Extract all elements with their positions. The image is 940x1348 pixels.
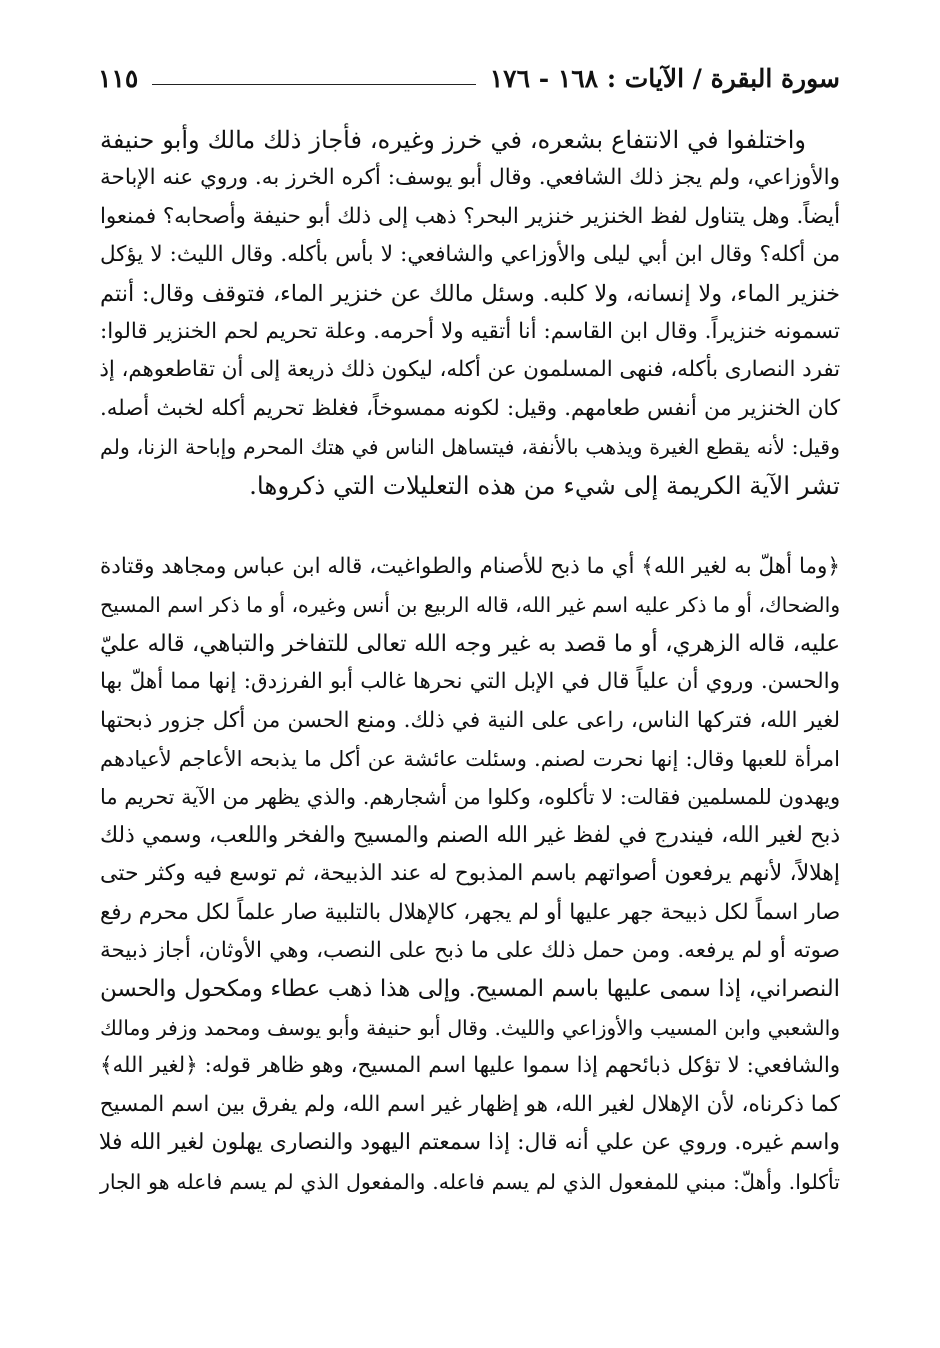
text-line: كان الخنزير من أنفس طعامهم. وقيل: لكونه ممسوخاً، فغلظ تحريم أكله لخبث أصله. xyxy=(100,395,840,421)
text-line: أيضاً. وهل يتناول لفظ الخنزير خنزير البحر؟ ذهب إلى ذلك أبو حنيفة وأصحابه؟ فمنعوا xyxy=(100,203,840,229)
text-line: صار اسماً لكل ذبيحة جهر عليها أو لم يجهر، كالإهلال بالتلبية صار علماً لكل محرم رفع xyxy=(100,899,840,925)
surah-title: سورة البقرة / الآيات : ١٦٨ - ١٧٦ xyxy=(489,63,840,93)
text-line: ذبح لغير الله، فيندرج في لفظ غير الله الصنم والمسيح والفخر واللعب، وسمي ذلك xyxy=(100,822,840,848)
text-line: تشر الآية الكريمة إلى شيء من هذه التعليلات التي ذكروها. xyxy=(249,470,840,500)
text-line: ﴿وما أهلّ به لغير الله﴾ أي ما ذبح للأصنام والطواغيت، قاله ابن عباس ومجاهد وقتادة xyxy=(100,554,840,579)
text-line: تفرد النصارى بأكله، فنهى المسلمون عن أكله، ليكون ذلك ذريعة إلى أن تقاطعوهم، إذ xyxy=(99,357,840,383)
text-line: تسمونه خنزيراً. وقال ابن القاسم: أنا أتقيه ولا أحرمه. وعلة تحريم لحم الخنزير قالوا: xyxy=(100,319,840,345)
page-header xyxy=(98,58,840,98)
text-line: إهلالاً، لأنهم يرفعون أصواتهم باسم المذبوح له عند الذبيحة، ثم توسع فيه وكثر حتى xyxy=(100,861,840,887)
text-line: والشافعي: لا تؤكل ذبائحهم إذا سموا عليها اسم المسيح، وهو ظاهر قوله: ﴿لغير الله﴾ xyxy=(100,1053,840,1079)
text-line: النصراني، إذا سمى عليها باسم المسيح. وإلى هذا ذهب عطاء ومكحول والحسن xyxy=(100,976,840,1003)
text-line: والحسن. وروي أن علياً قال في الإبل التي نحرها غالب أبو الفرزدق: إنها مما أهلّ بها xyxy=(100,669,840,695)
text-line: لغير الله، فتركها الناس، راعى على النية في ذلك. ومنع الحسن من أكل جزور ذبحتها xyxy=(100,707,840,733)
paragraph-pork-ruling xyxy=(100,121,840,505)
text-line: واسم غيره. وروي عن علي أنه قال: إذا سمعتم اليهود والنصارى يهلون لغير الله فلا xyxy=(98,1130,840,1156)
text-line: ويهدون للمسلمين فقالت: لا تأكلوه، وكلوا من أشجارهم. والذي يظهر من الآية تحريم ما xyxy=(100,785,840,810)
text-line: عليه، قاله الزهري، أو ما قصد به غير وجه الله تعالى للتفاخر والتباهي، قاله عليّ xyxy=(100,630,840,657)
text-line: والضحاك، أو ما ذكر عليه اسم غير الله، قاله الربيع بن أنس وغيره، أو ما ذكر اسم المسيح xyxy=(100,593,840,618)
text-line: كما ذكرناه، لأن الإهلال لغير الله، هو إظهار غير اسم الله، ولم يفرق بين اسم المسيح xyxy=(99,1091,840,1117)
header-rule xyxy=(152,84,475,85)
text-line: والأوزاعي، ولم يجز ذلك الشافعي. وقال أبو يوسف: أكره الخرز به. وروي عنه الإباحة xyxy=(100,165,840,191)
text-line: امرأة للعبها وقال: إنها نحرت لصنم. وسئلت عائشة عن أكل ما يذبحه الأعاجم لأعيادهم xyxy=(100,747,840,772)
page-number: ١١٥ xyxy=(98,63,139,93)
text-line: من أكله؟ وقال ابن أبي ليلى والأوزاعي والشافعي: لا بأس بأكله. وقال الليث: لا يؤكل xyxy=(100,242,840,268)
paragraph-dedicated-to-other-than-god xyxy=(100,548,840,1201)
text-line: تأكلوا. وأهلّ: مبني للمفعول الذي لم يسم فاعله. والمفعول الذي لم يسم فاعله هو الجار xyxy=(100,1169,840,1194)
text-line: وقيل: لأنه يقطع الغيرة ويذهب بالأنفة، فيتساهل الناس في هتك المحرم وإباحة الزنا، ولم xyxy=(100,435,840,460)
text-line: واختلفوا في الانتفاع بشعره، في خرز وغيره، فأجاز ذلك مالك وأبو حنيفة xyxy=(100,126,806,154)
text-line: خنزير الماء، ولا إنسانه، ولا كلبه. وسئل مالك عن خنزير الماء، فتوقف وقال: أنتم xyxy=(100,280,840,307)
text-line: والشعبي وابن المسيب والأوزاعي والليث. وقال أبو حنيفة وأبو يوسف ومحمد وزفر ومالك xyxy=(100,1015,840,1040)
text-line: صوته أو لم يرفعه. ومن حمل ذلك على ما ذبح على النصب، وهي الأوثان، أجاز ذبيحة xyxy=(100,938,840,964)
